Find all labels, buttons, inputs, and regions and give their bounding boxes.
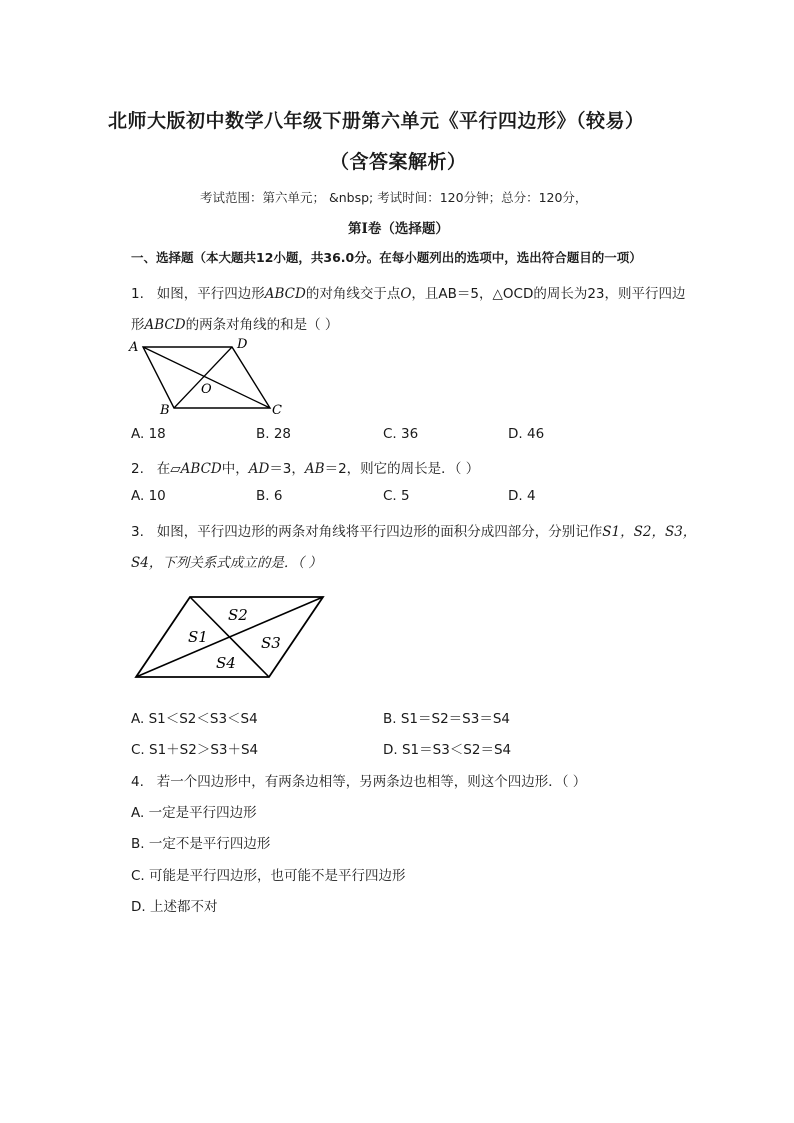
q4-option-a[interactable]: A. 一定是平行四边形 (131, 805, 257, 821)
question-text: ＝2，则它的周长是．（ ） (324, 461, 480, 477)
math-term: ABCD (264, 286, 306, 302)
question-text: ＝3， (269, 461, 305, 477)
q2-option-b[interactable]: B. 6 (256, 488, 283, 504)
q3-option-d[interactable]: D. S1＝S3＜S2＝S4 (383, 742, 512, 758)
parallelogram-figure-q3 (128, 588, 338, 684)
question-text: 如图，平行四边形的两条对角线将平行四边形的面积分成四部分，分别记作 (156, 524, 603, 540)
volume-heading: 第I卷（选择题） (348, 221, 449, 237)
region-label-s4: S4 (216, 654, 236, 672)
parallelogram-figure-q1 (126, 337, 296, 419)
question-text: 若一个四边形中，有两条边相等，另两条边也相等，则这个四边形．（ ） (156, 774, 587, 790)
region-label-s1: S1 (188, 628, 208, 646)
q4-option-c[interactable]: C. 可能是平行四边形，也可能不是平行四边形 (131, 868, 406, 884)
math-term: S1，S2，S3， (602, 524, 697, 540)
question-2 (131, 457, 479, 477)
math-term: AD (248, 461, 270, 477)
q3-option-c[interactable]: C. S1＋S2＞S3＋S4 (131, 742, 259, 758)
q1-option-b[interactable]: B. 28 (256, 426, 292, 442)
question-1-line2 (131, 313, 338, 333)
question-text: 中， (221, 461, 249, 477)
figure-label-c: C (272, 403, 282, 418)
question-text: 的两条对角线的和是（ ） (185, 317, 339, 333)
question-text: 如图，平行四边形 (156, 286, 265, 302)
q1-option-a[interactable]: A. 18 (131, 426, 166, 442)
math-term: ABCD (144, 317, 186, 333)
question-text: 在▱ (156, 461, 181, 477)
q1-option-c[interactable]: C. 36 (383, 426, 419, 442)
math-term: AB (304, 461, 325, 477)
figure-label-d: D (237, 337, 248, 352)
document-title-line1: 北师大版初中数学八年级下册第六单元《平行四边形》（较易） (108, 110, 645, 132)
q2-option-d[interactable]: D. 4 (508, 488, 536, 504)
math-term: ABCD (180, 461, 222, 477)
exam-info: 考试范围：第六单元； &nbsp; 考试时间：120分钟；总分：120分， (200, 190, 588, 205)
region-label-s3: S3 (261, 634, 281, 652)
document-title-line2: （含答案解析） (330, 151, 467, 173)
question-number: 2. (131, 461, 144, 477)
question-3-line2 (131, 551, 322, 571)
question-4 (131, 770, 586, 790)
q3-option-b[interactable]: B. S1＝S2＝S3＝S4 (383, 711, 510, 727)
figure-label-a: A (129, 340, 139, 355)
question-text: 形 (131, 317, 145, 333)
q1-option-d[interactable]: D. 46 (508, 426, 545, 442)
question-number: 3. (131, 524, 144, 540)
q2-option-a[interactable]: A. 10 (131, 488, 166, 504)
figure-label-b: B (160, 403, 170, 418)
question-3-line1 (131, 520, 696, 540)
question-text: ，且AB＝5，△OCD的周长为23，则平行四边 (411, 286, 686, 302)
q3-option-a[interactable]: A. S1＜S2＜S3＜S4 (131, 711, 258, 727)
question-number: 1. (131, 286, 144, 302)
question-number: 4. (131, 774, 144, 790)
math-term: O (400, 286, 412, 302)
section-heading: 一、选择题（本大题共12小题，共36.0分。在每小题列出的选项中，选出符合题目的一项） (131, 250, 642, 265)
figure-label-o: O (201, 382, 212, 397)
q4-option-d[interactable]: D. 上述都不对 (131, 899, 218, 915)
q4-option-b[interactable]: B. 一定不是平行四边形 (131, 836, 271, 852)
region-label-s2: S2 (228, 606, 248, 624)
question-1-line1 (131, 282, 686, 302)
q2-option-c[interactable]: C. 5 (383, 488, 410, 504)
question-text: S4，下列关系式成立的是．（ ） (131, 555, 322, 571)
question-text: 的对角线交于点 (305, 286, 401, 302)
